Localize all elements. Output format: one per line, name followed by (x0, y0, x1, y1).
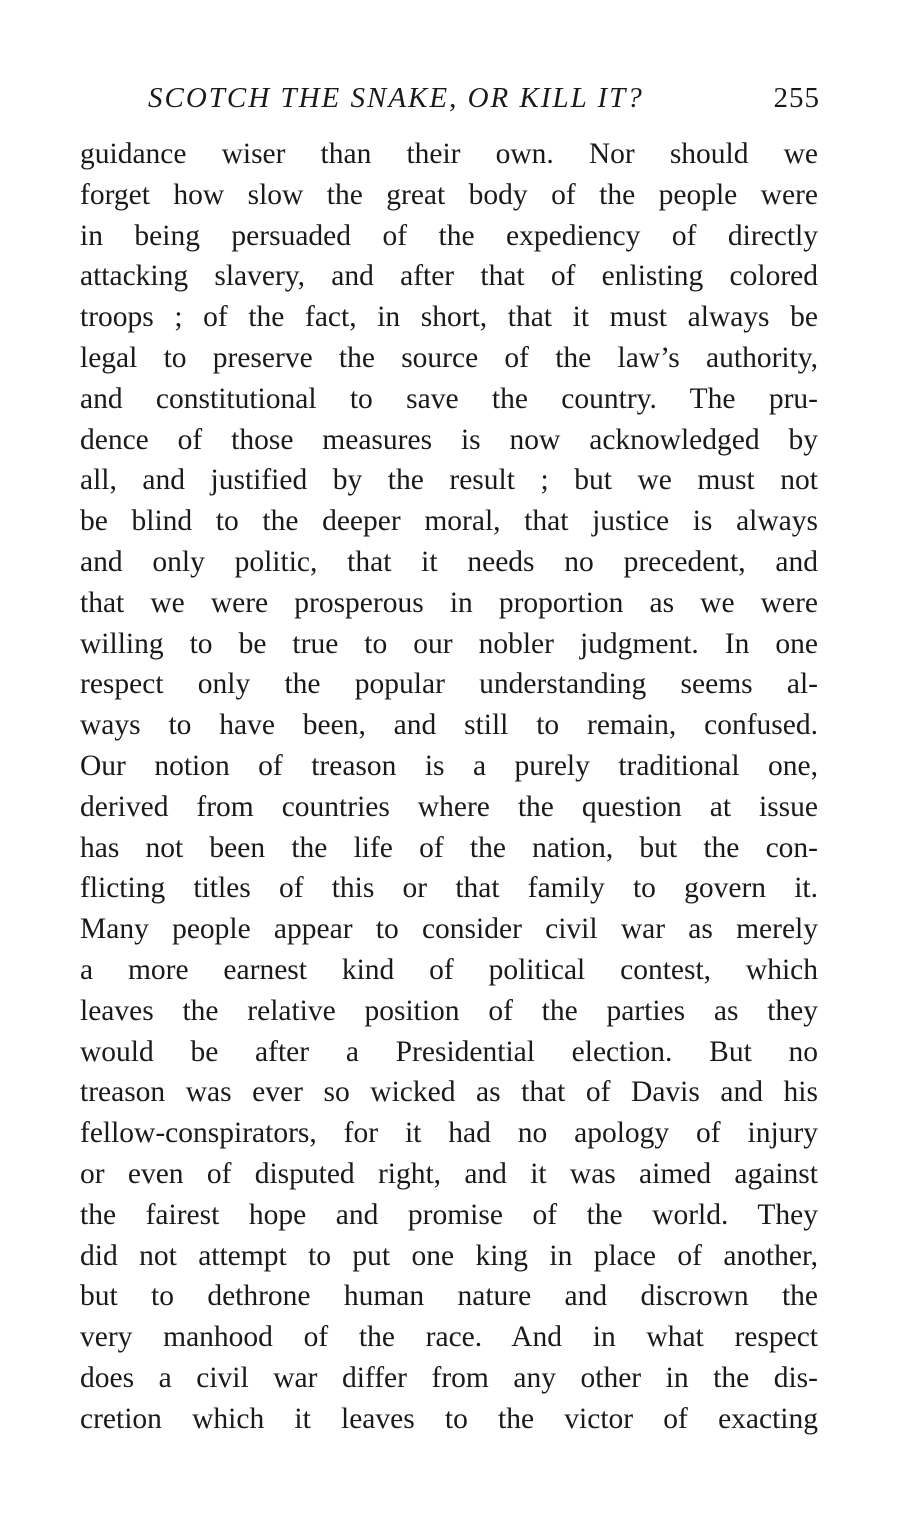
running-header (148, 78, 820, 118)
page-number: 255 (773, 82, 820, 114)
text-line: in being persuaded of the expediency of directly (80, 219, 818, 252)
text-line: and only politic, that it needs no precedent, and (80, 545, 818, 578)
text-line: very manhood of the race. And in what respect (80, 1321, 818, 1354)
text-line: treason was ever so wicked as that of Davis and his (80, 1076, 818, 1109)
body-text (80, 134, 818, 1440)
text-line: has not been the life of the nation, but the con- (80, 831, 818, 864)
text-line: troops ; of the fact, in short, that it must always be (80, 301, 818, 334)
text-line: did not attempt to put one king in place of another, (80, 1239, 818, 1272)
text-line: respect only the popular understanding seems al- (80, 668, 818, 701)
text-line: would be after a Presidential election. But no (80, 1035, 818, 1068)
text-line: the fairest hope and promise of the world. They (80, 1198, 818, 1231)
text-line: be blind to the deeper moral, that justice is always (80, 505, 818, 538)
text-line: derived from countries where the question at issue (80, 790, 818, 823)
text-line: Many people appear to consider civil war as merely (80, 913, 818, 946)
text-line: dence of those measures is now acknowledged by (80, 423, 818, 456)
running-title: SCOTCH THE SNAKE, OR KILL IT? (148, 82, 644, 114)
text-line: Our notion of treason is a purely traditional one, (80, 749, 818, 782)
text-line: a more earnest kind of political contest, which (80, 953, 818, 986)
text-line: leaves the relative position of the parties as they (80, 994, 818, 1027)
text-line: attacking slavery, and after that of enlisting colored (80, 260, 818, 293)
text-line: all, and justified by the result ; but we must not (80, 464, 818, 497)
text-line: and constitutional to save the country. The pru- (80, 382, 818, 415)
text-line: fellow-conspirators, for it had no apology of injury (80, 1117, 818, 1150)
text-line: that we were prosperous in proportion as we were (80, 586, 818, 619)
text-line: ways to have been, and still to remain, confused. (80, 709, 818, 742)
text-line: or even of disputed right, and it was aimed against (80, 1157, 818, 1190)
text-line: cretion which it leaves to the victor of exacting (80, 1402, 818, 1435)
text-line: flicting titles of this or that family to govern it. (80, 872, 818, 905)
text-line: willing to be true to our nobler judgment. In one (80, 627, 818, 660)
text-line: legal to preserve the source of the law’s authority, (80, 341, 818, 374)
text-line: guidance wiser than their own. Nor should we (80, 138, 818, 170)
text-line: but to dethrone human nature and discrown the (80, 1280, 818, 1313)
text-line: forget how slow the great body of the people were (80, 178, 818, 211)
text-line: does a civil war differ from any other in the dis- (80, 1361, 818, 1394)
